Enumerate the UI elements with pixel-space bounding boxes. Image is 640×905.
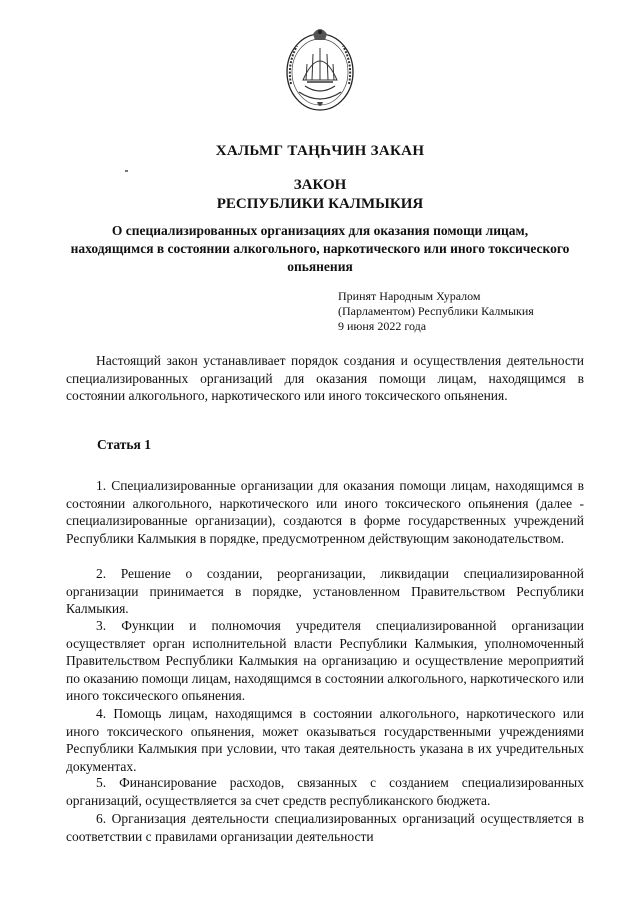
article-paragraph-2: 2. Решение о создании, реорганизации, ликвидации специализированной организации принимается в порядке, установленном Правительством Республики Калмыкия.	[66, 566, 584, 616]
article-paragraph-4: 4. Помощь лицам, находящимся в состоянии алкогольного, наркотического или иного токсического опьянения, может оказываться государственными учреждениями Республики Калмыкия при условии, что такая деятельность указана в их учредительных документах.	[66, 706, 584, 774]
adoption-line-2: (Парламентом) Республики Калмыкия	[338, 304, 534, 318]
preamble-paragraph: Настоящий закон устанавливает порядок создания и осуществления деятельности специализированных организаций для оказания помощи лицам, находящимся в состоянии алкогольного, наркотического или иного токсического опьянения.	[66, 353, 584, 403]
article-heading: Статья 1	[97, 437, 151, 452]
article-paragraph-3: 3. Функции и полномочия учредителя специализированной организации осуществляет орган исполнительной власти Республики Калмыкия, уполномоченный Правительством Республики Калмыкия на организацию и осуществление мероприятий по оказанию помощи лицам, находящимся в состоянии алкогольного, наркотического или иного токсического опьянения.	[66, 618, 584, 703]
law-label: ЗАКОН	[293, 177, 347, 193]
article-paragraph-1: 1. Специализированные организации для оказания помощи лицам, находящимся в состоянии алкогольного, наркотического или иного токсического опьянения (далее - специализированные организации), создаются в форме государственных учреждений Республики Калмыкия в порядке, предусмотренном действующим законодательством.	[66, 478, 584, 546]
kalmykia-emblem-icon	[283, 22, 357, 114]
law-title-block	[0, 176, 640, 214]
kalmyk-law-title: ХАЛЬМГ ТАҢҺЧИН ЗАКАН	[215, 143, 425, 159]
adoption-date: 9 июня 2022 года	[338, 319, 427, 333]
adoption-note	[338, 289, 534, 334]
article-paragraph-6: 6. Организация деятельности специализированных организаций осуществляется в соответствии с правилами организации деятельности	[66, 811, 584, 844]
republic-name: РЕСПУБЛИКИ КАЛМЫКИЯ	[216, 196, 424, 212]
article-paragraph-5: 5. Финансирование расходов, связанных с созданием специализированных организаций, осуществляется за счет средств республиканского бюджета.	[66, 775, 584, 808]
adoption-line-1: Принят Народным Хуралом	[338, 289, 481, 303]
law-subtitle: О специализированных организациях для оказания помощи лицам, находящимся в состоянии алкогольного, наркотического или иного токсического опьянения	[70, 223, 570, 274]
scan-speck	[125, 170, 128, 172]
